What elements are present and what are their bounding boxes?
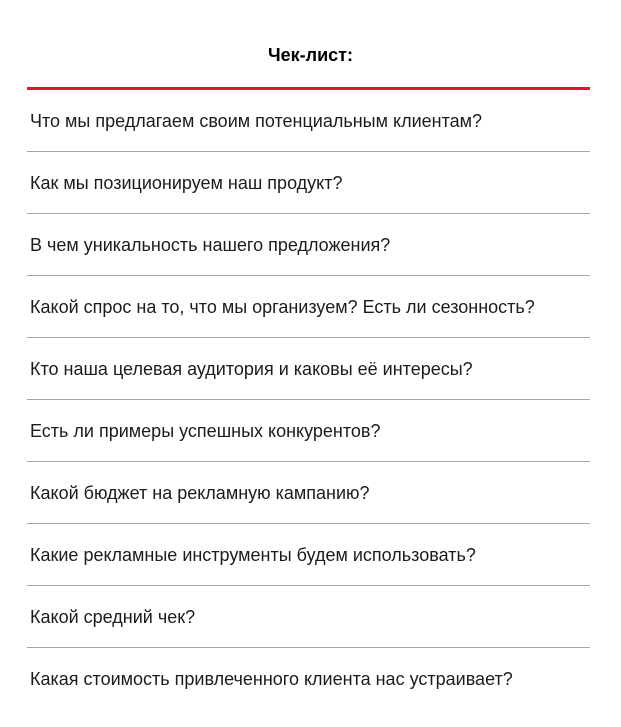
page-title: Чек-лист: — [268, 45, 353, 65]
checklist-item — [27, 152, 590, 214]
checklist-item-text: Какой средний чек? — [30, 606, 196, 627]
checklist-item-text: Какая стоимость привлеченного клиента нас устраивает? — [30, 669, 513, 689]
checklist-item — [27, 338, 590, 400]
checklist-item — [27, 648, 590, 710]
checklist-item — [27, 586, 590, 648]
checklist-item-text: Какой спрос на то, что мы организуем? Есть ли сезонность? — [30, 296, 535, 317]
checklist — [27, 90, 590, 710]
checklist-item — [27, 524, 590, 586]
checklist-item-text: Есть ли примеры успешных конкурентов? — [30, 420, 381, 441]
checklist-item-text: Какие рекламные инструменты будем использовать? — [30, 544, 476, 565]
checklist-item-text: Какой бюджет на рекламную кампанию? — [30, 482, 370, 503]
checklist-item-text: Кто наша целевая аудитория и каковы её интересы? — [30, 358, 473, 379]
checklist-item-text: В чем уникальность нашего предложения? — [30, 234, 391, 255]
checklist-item — [27, 90, 590, 152]
checklist-item — [27, 462, 590, 524]
checklist-item — [27, 214, 590, 276]
checklist-item — [27, 400, 590, 462]
checklist-item — [27, 276, 590, 338]
checklist-item-text: Что мы предлагаем своим потенциальным клиентам? — [30, 110, 483, 131]
checklist-item-text: Как мы позиционируем наш продукт? — [30, 172, 343, 193]
